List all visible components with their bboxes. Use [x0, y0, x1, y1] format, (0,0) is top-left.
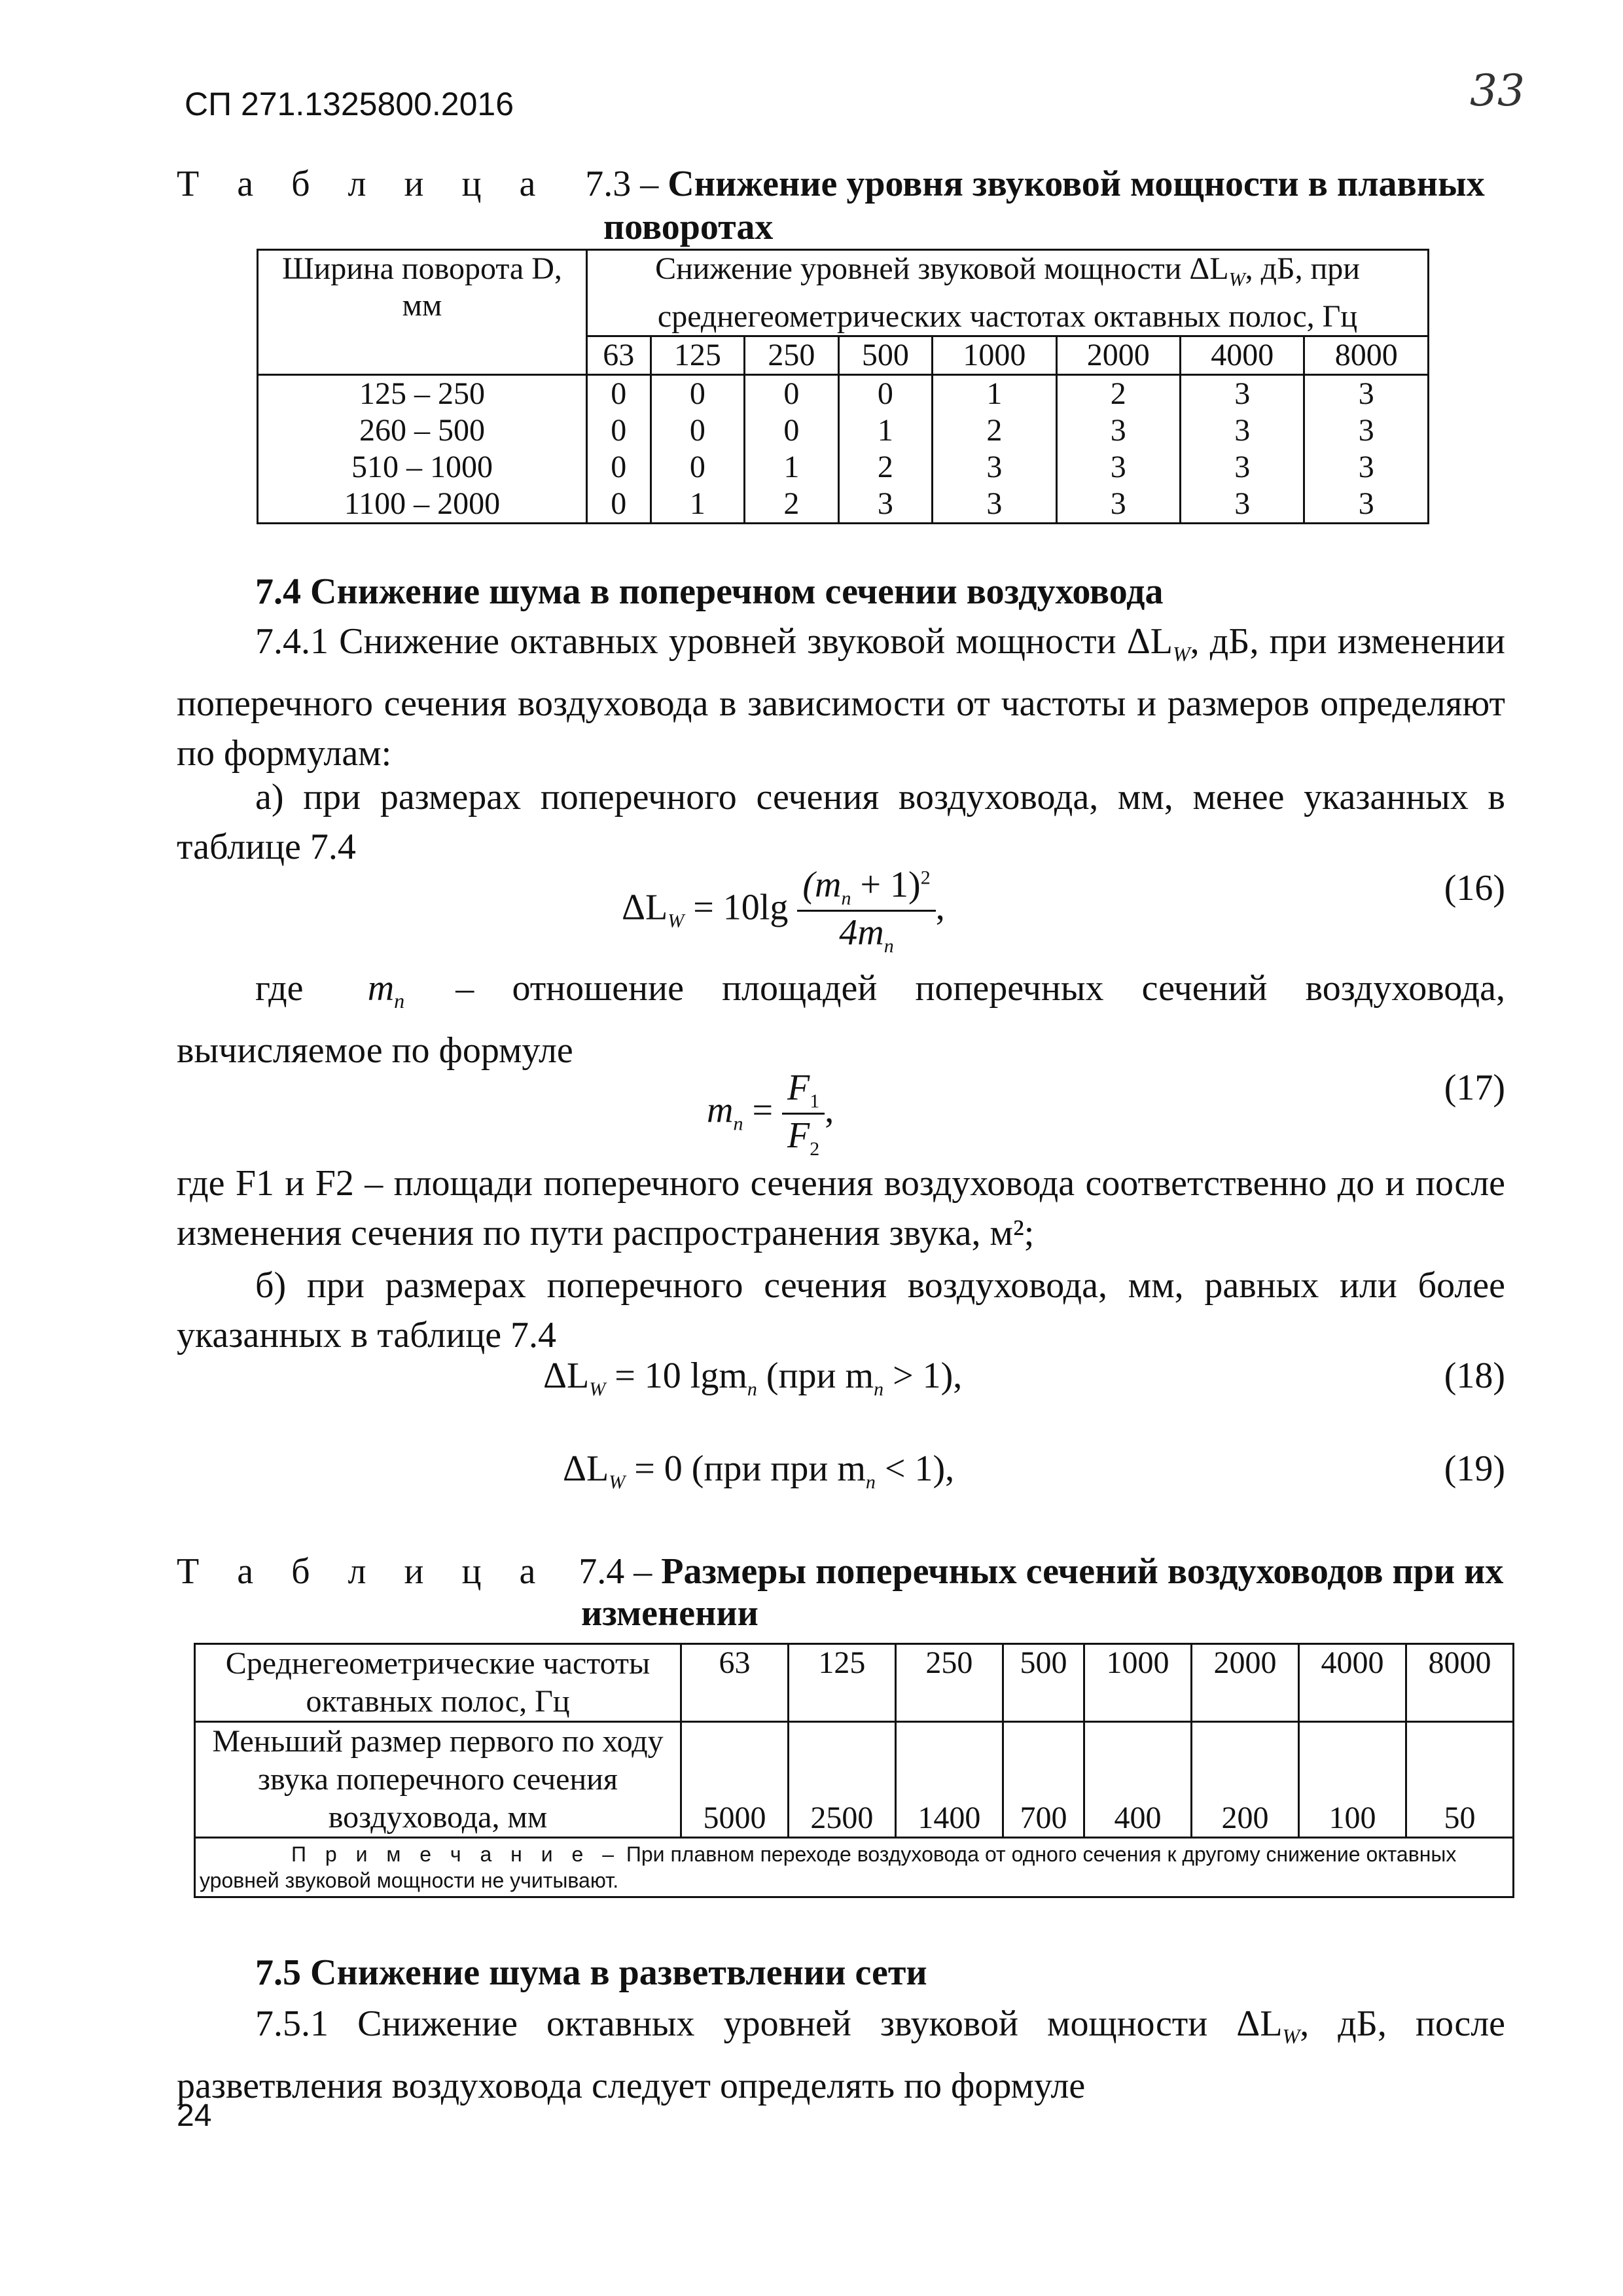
group-header-text-2: среднегеометрических частотах октавных полос, Гц	[657, 298, 1358, 334]
table-7-3-title-line2: поворотах	[603, 207, 774, 247]
eq19-lhs: ΔL	[563, 1448, 609, 1489]
table-7-3	[257, 249, 1429, 524]
freq-cell: 125	[788, 1644, 895, 1722]
eq18-sub: W	[589, 1378, 606, 1401]
equation-16	[622, 864, 945, 958]
paragraph-b: б) при размерах поперечного сечения воздуховода, мм, равных или более указанных в таблице 7.4	[177, 1265, 1505, 1355]
eq18-rest3: > 1),	[883, 1355, 963, 1396]
note-label: П р и м е ч а н и е –	[291, 1842, 620, 1866]
eq19-sub: W	[609, 1471, 626, 1494]
size-cell: 100	[1298, 1722, 1406, 1838]
paragraph-text-rest: , дБ, после разветвления воздуховода следует определять по формуле	[177, 2003, 1505, 2107]
width-cell: 510 – 1000	[351, 449, 493, 484]
document-code: СП 271.1325800.2016	[185, 86, 514, 122]
width-cell: 260 – 500	[359, 412, 485, 448]
table-row	[195, 1644, 1514, 1722]
row-label-size: Меньший размер первого по ходу звука поперечного сечения воздуховода, мм	[195, 1722, 681, 1838]
group-header-text: Снижение уровней звуковой мощности ΔL	[655, 251, 1229, 286]
value-cell: 0	[783, 376, 800, 411]
value-cell: 3	[986, 486, 1003, 521]
value-cell: 3	[1234, 412, 1251, 448]
col-header-width	[258, 250, 587, 375]
section-7-5-heading: 7.5 Снижение шума в разветвлении сети	[255, 1952, 927, 1993]
value-col	[651, 374, 745, 523]
section-7-4-heading: 7.4 Снижение шума в поперечном сечении воздуховода	[255, 571, 1164, 612]
value-cell: 0	[611, 486, 627, 521]
width-cell: 1100 – 2000	[344, 486, 501, 521]
value-cell: 3	[1110, 449, 1126, 484]
freq-cell: 500	[838, 336, 933, 374]
note-row	[195, 1838, 1514, 1897]
paragraph-7-5-1	[177, 1999, 1505, 2111]
group-header	[587, 250, 1429, 336]
value-cell: 2	[783, 486, 800, 521]
table-7-4-caption	[177, 1550, 1505, 1593]
freq-cell: 4000	[1298, 1644, 1406, 1722]
value-cell: 1	[689, 486, 705, 521]
equation-18-number: (18)	[1444, 1355, 1505, 1396]
value-cell: 0	[783, 412, 800, 448]
value-cell: 2	[1110, 376, 1126, 411]
freq-cell: 2000	[1192, 1644, 1299, 1722]
value-col	[1304, 374, 1429, 523]
eq17-den: F	[787, 1115, 810, 1157]
where-text: – отношение площадей поперечных сечений воздуховода, вычисляемое по формуле	[177, 968, 1506, 1071]
eq17-fraction	[782, 1067, 825, 1160]
table-label: Т а б л и ц а	[177, 1551, 550, 1592]
value-cell: 0	[689, 449, 705, 484]
freq-cell: 8000	[1304, 336, 1429, 374]
table-title: Размеры поперечных сечений воздуховодов при их	[661, 1551, 1504, 1592]
eq18-rest2: (при m	[757, 1355, 874, 1396]
value-cell: 3	[1234, 449, 1251, 484]
freq-cell: 8000	[1406, 1644, 1513, 1722]
table-number: 7.4 –	[579, 1551, 652, 1592]
value-cell: 3	[877, 486, 893, 521]
size-cell: 400	[1084, 1722, 1192, 1838]
eq-numerator: $(m_n + 1)^2$	[797, 864, 935, 912]
value-cell: 3	[1110, 412, 1126, 448]
equation-19: $\Delta L_W = 0$ (при при $m_n < 1$),	[563, 1448, 955, 1494]
paragraph-sub: W	[1282, 2024, 1300, 2049]
value-cell: 1	[783, 449, 800, 484]
table-number: 7.3 –	[585, 164, 659, 204]
eq-denominator: $4m_n$	[839, 912, 894, 958]
freq-cell: 4000	[1181, 336, 1304, 374]
paragraph-text: 7.4.1 Снижение октавных уровней звуковой мощности ΔL	[255, 621, 1173, 662]
var-m: m	[367, 968, 395, 1009]
freq-cell: 125	[651, 336, 745, 374]
value-cell: 3	[1234, 376, 1251, 411]
size-cell: 200	[1192, 1722, 1299, 1838]
table-row	[195, 1722, 1514, 1838]
width-cells	[258, 374, 587, 523]
equation-16-number: (16)	[1444, 868, 1505, 908]
eq-lhs: ΔL	[622, 887, 668, 928]
handwritten-page-mark: 33	[1470, 65, 1525, 116]
eq-lhs-sub: W	[668, 910, 685, 932]
size-cell: 1400	[895, 1722, 1003, 1838]
value-cell: 0	[611, 376, 627, 411]
eq-num-text-2: + 1)	[851, 865, 921, 905]
eq17-lhs: m	[707, 1090, 734, 1131]
value-col	[1056, 374, 1180, 523]
page-number: 24	[177, 2098, 212, 2133]
eq-den-text: 4m	[839, 912, 884, 954]
where-f-paragraph: где F1 и F2 – площади поперечного сечения воздуховода соответственно до и после изменения сечения по пути распространения звука, м²;	[177, 1163, 1505, 1253]
eq17-numerator	[782, 1067, 825, 1115]
paragraph-7-4-1	[177, 617, 1505, 778]
value-cell: 2	[986, 412, 1003, 448]
value-col	[933, 374, 1056, 523]
value-cell: 1	[877, 412, 893, 448]
eq18-lhs: ΔL	[543, 1355, 590, 1396]
value-cell: 0	[611, 449, 627, 484]
eq-mid: = 10lg	[684, 887, 798, 928]
eq17-num: F	[787, 1067, 810, 1108]
value-col	[1181, 374, 1304, 523]
value-cell: 0	[877, 376, 893, 411]
size-cell: 50	[1406, 1722, 1513, 1838]
eq19-rest: = 0 (при при m	[625, 1448, 866, 1489]
paragraph-text-rest: , дБ, при изменении поперечного сечения воздуховода в зависимости от частоты и размеров определяют по формулам:	[177, 621, 1505, 774]
eq17-tail: ,	[825, 1090, 834, 1131]
note-text: При плавном переходе воздуховода от одного сечения к другому снижение октавных уровней звуковой мощности не учитывают.	[200, 1842, 1457, 1892]
table-label: Т а б л и ц а	[177, 164, 550, 204]
value-col	[745, 374, 839, 523]
value-cell: 0	[689, 376, 705, 411]
size-cell: 5000	[681, 1722, 789, 1838]
value-cell: 3	[1358, 376, 1374, 411]
paragraph-a: а) при размерах поперечного сечения воздуховода, мм, менее указанных в таблице 7.4	[177, 777, 1505, 867]
var-m-sub: n	[394, 989, 405, 1013]
equation-18: $\Delta L_W = 10$ lgm$_n$ (при $m_n > 1$),	[543, 1355, 963, 1401]
eq19-rest2: < 1),	[875, 1448, 955, 1489]
freq-cell: 250	[745, 336, 839, 374]
where-word: где	[255, 968, 304, 1009]
freq-cell: 500	[1003, 1644, 1084, 1722]
table-title: Снижение уровня звуковой мощности в плавных	[668, 164, 1485, 204]
table-note	[195, 1838, 1514, 1897]
equation-17-number: (17)	[1444, 1067, 1505, 1108]
size-cell: 2500	[788, 1722, 895, 1838]
eq17-den-sub: 2	[810, 1138, 820, 1160]
eq17-num-sub: 1	[810, 1090, 820, 1113]
value-cell: 2	[877, 449, 893, 484]
freq-cell: 250	[895, 1644, 1003, 1722]
value-col	[838, 374, 933, 523]
freq-cell: 63	[587, 336, 651, 374]
value-cell: 3	[1234, 486, 1251, 521]
eq-fraction	[797, 864, 935, 958]
freq-cell: 1000	[933, 336, 1056, 374]
equation-17: $m_n$ = $\frac{F_1}{F_2}$ ,	[707, 1067, 834, 1160]
col-header-width-text: Ширина поворота D, мм	[282, 251, 562, 323]
value-cell: 0	[689, 412, 705, 448]
eq-tail: ,	[935, 887, 945, 928]
freq-cell: 63	[681, 1644, 789, 1722]
group-header-sub: W	[1228, 268, 1245, 291]
freq-cell: 1000	[1084, 1644, 1192, 1722]
group-header-text-b: , дБ, при	[1245, 251, 1360, 286]
value-cell: 3	[1110, 486, 1126, 521]
width-cell: 125 – 250	[359, 376, 485, 411]
table-7-3-caption	[177, 162, 1505, 206]
eq17-denominator	[782, 1115, 825, 1160]
table-7-4	[194, 1643, 1514, 1898]
eq17-lhs-sub: n	[733, 1113, 743, 1135]
equation-19-number: (19)	[1444, 1448, 1505, 1489]
freq-cell: 2000	[1056, 336, 1180, 374]
value-col	[587, 374, 651, 523]
paragraph-text: 7.5.1 Снижение октавных уровней звуковой мощности ΔL	[255, 2003, 1283, 2044]
value-cell: 1	[986, 376, 1003, 411]
where-mn-paragraph	[177, 963, 1505, 1075]
eq18-rest: = 10 lgm	[605, 1355, 747, 1396]
value-cell: 3	[1358, 412, 1374, 448]
table-row	[258, 374, 1429, 523]
value-cell: 3	[1358, 449, 1374, 484]
value-cell: 3	[1358, 486, 1374, 521]
size-cell: 700	[1003, 1722, 1084, 1838]
value-cell: 3	[986, 449, 1003, 484]
paragraph-sub: W	[1173, 642, 1190, 666]
eq-num-text: (m	[802, 865, 842, 905]
table-7-4-title-line2: изменении	[581, 1593, 758, 1634]
row-label-freq: Среднегеометрические частоты октавных полос, Гц	[195, 1644, 681, 1722]
value-cell: 0	[611, 412, 627, 448]
